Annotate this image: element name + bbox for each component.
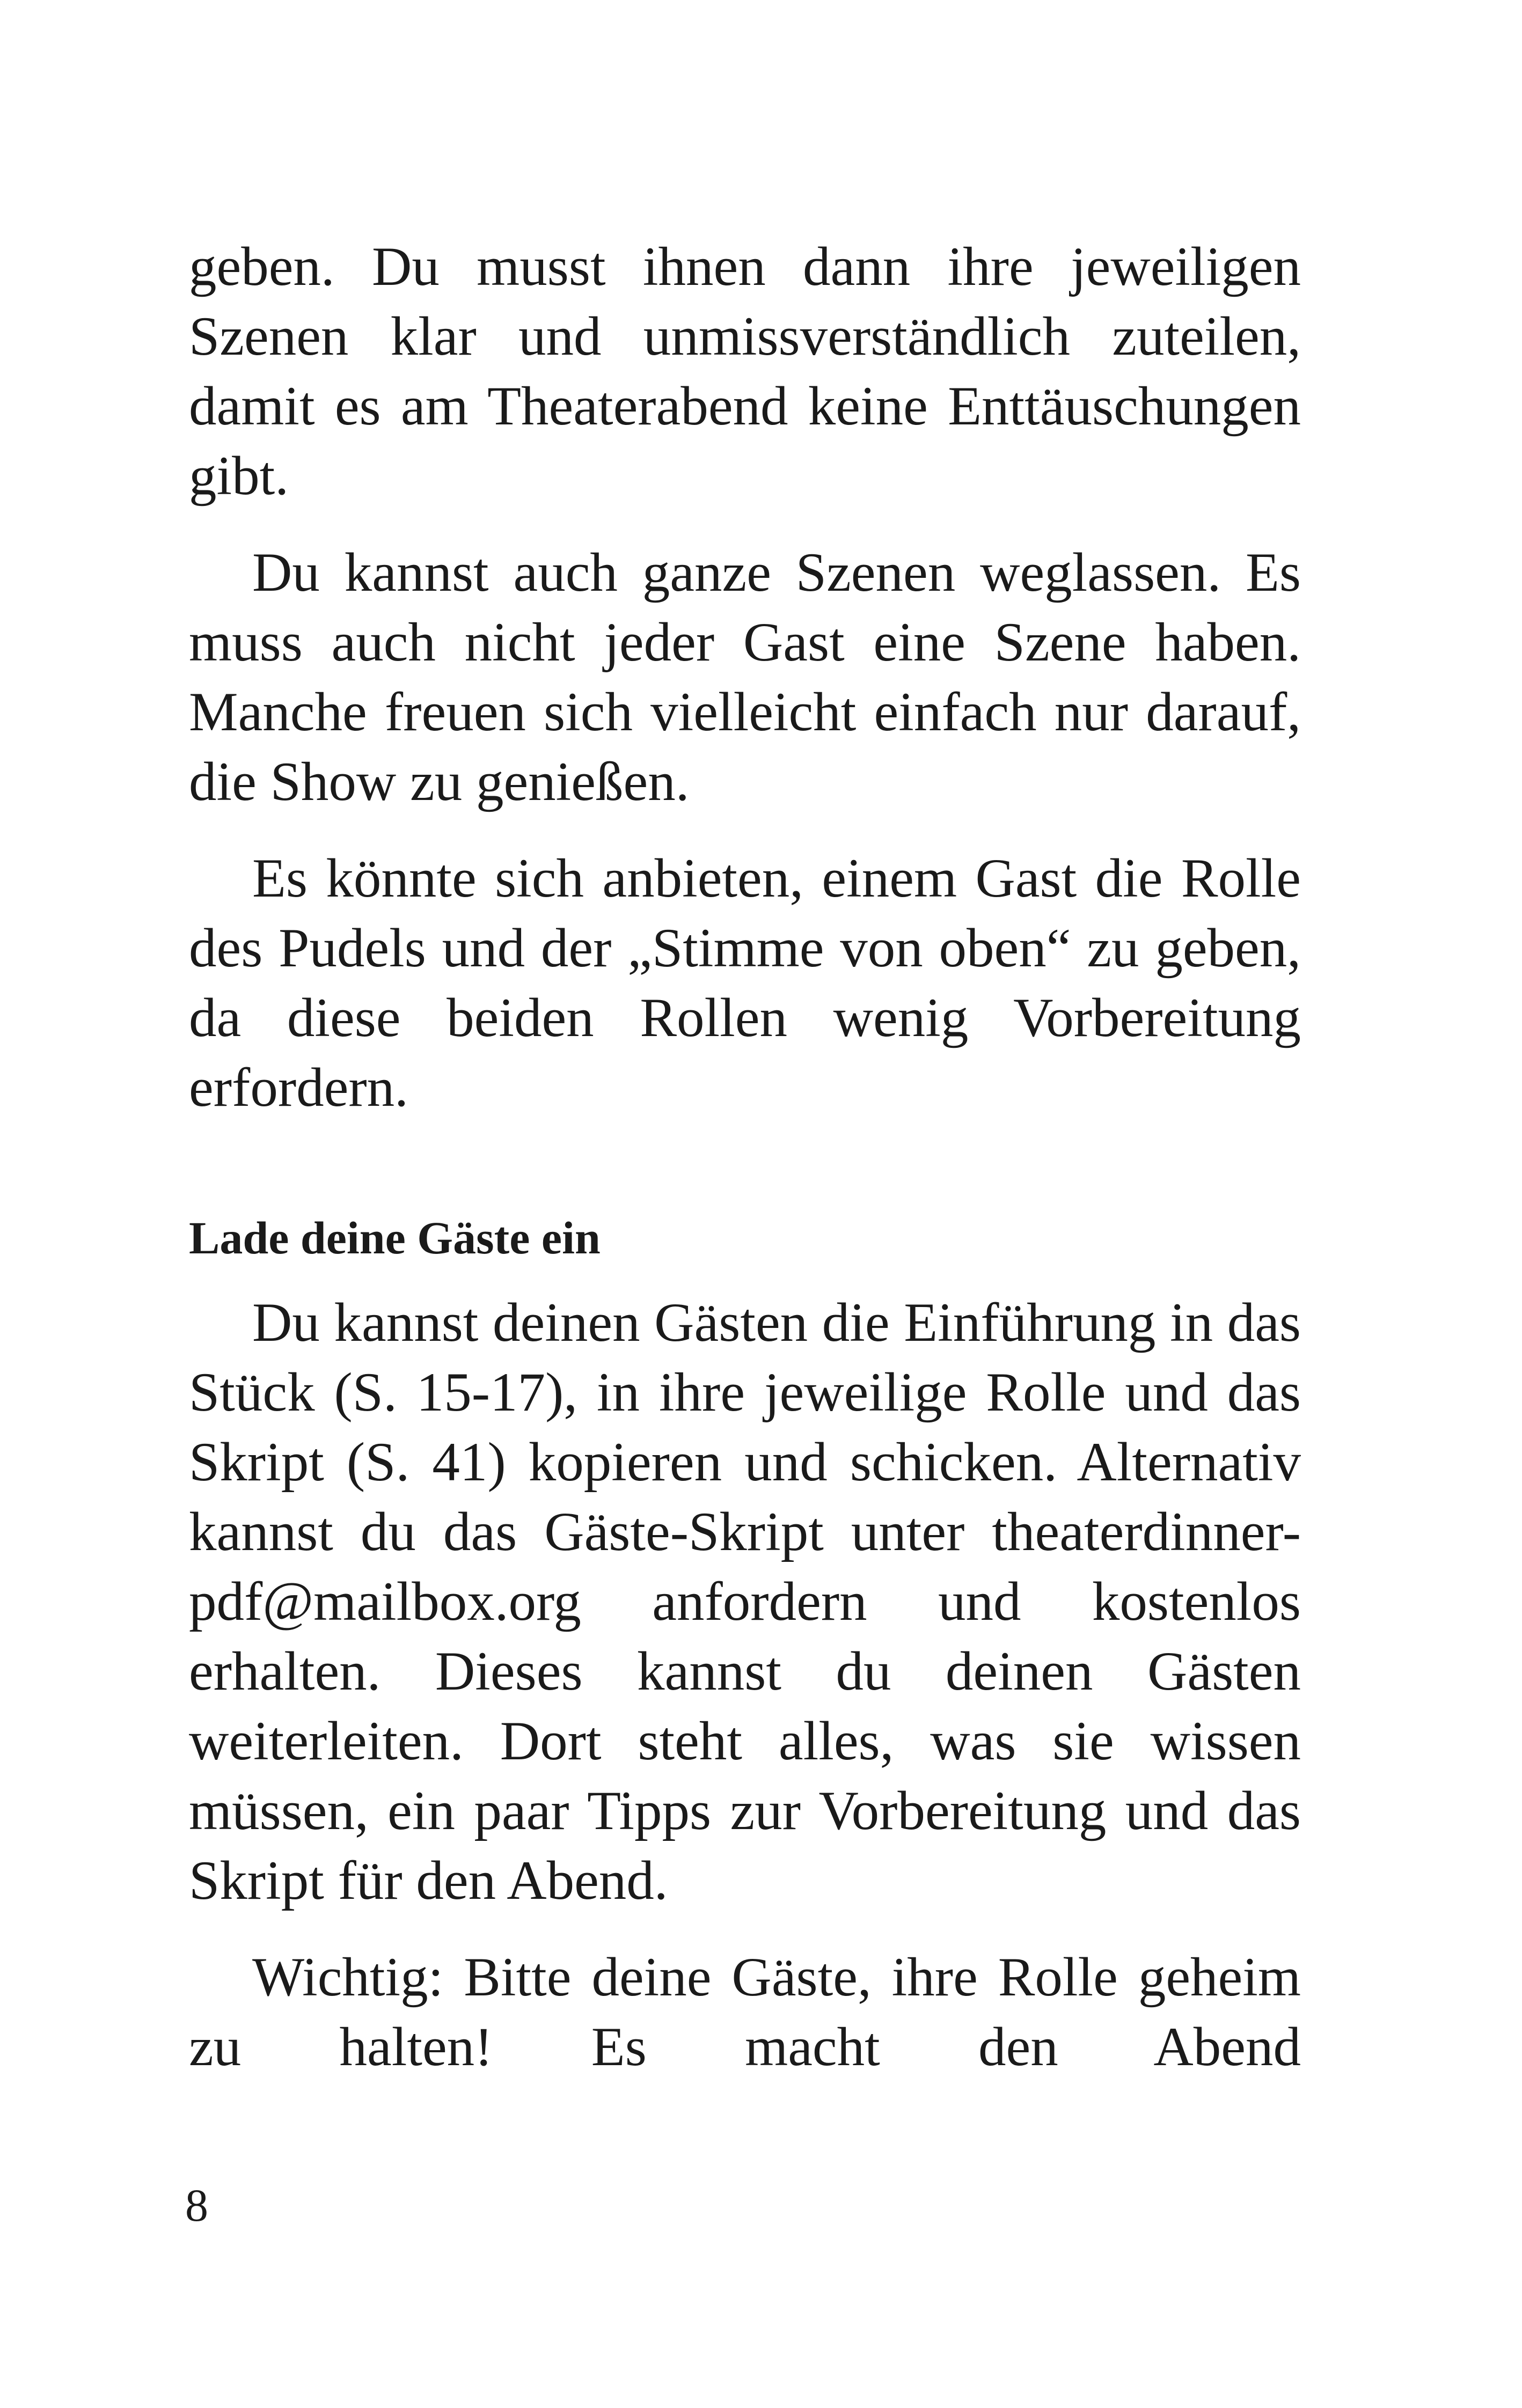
- paragraph-4: Du kannst deinen Gästen die Einführung in das Stück (S. 15-17), in ihre jeweilige Rolle und das Skript (S. 41) kopieren und schicken. Alternativ kannst du das Gäste-Skript unter theaterdinner-pdf@mailbox.org anfordern und kostenlos erhalten. Dieses kannst du deinen Gästen weiterleiten. Dort steht alles, was sie wissen müssen, ein paar Tipps zur Vorbereitung und das Skript für den Abend.: [189, 1292, 1301, 1911]
- paragraph-5: Wichtig: Bitte deine Gäste, ihre Rolle geheim zu halten! Es macht den Abend: [189, 1947, 1301, 2077]
- paragraph-2: Du kannst auch ganze Szenen weglassen. Es muss auch nicht jeder Gast eine Szene haben. Manche freuen sich vielleicht einfach nur darauf, die Show zu genießen.: [189, 542, 1301, 812]
- section-heading: Lade deine Gäste ein: [189, 1212, 601, 1264]
- paragraph-3: Es könnte sich anbieten, einem Gast die Rolle des Pudels und der „Stimme von oben“ zu geben, da diese beiden Rollen wenig Vorbereitung erfordern.: [189, 848, 1301, 1118]
- body-text: [189, 232, 1301, 2082]
- paragraph-1: geben. Du musst ihnen dann ihre jeweiligen Szenen klar und unmissverständlich zuteilen, damit es am Theaterabend keine Enttäuschungen gibt.: [189, 236, 1301, 506]
- page-number: 8: [185, 2179, 208, 2231]
